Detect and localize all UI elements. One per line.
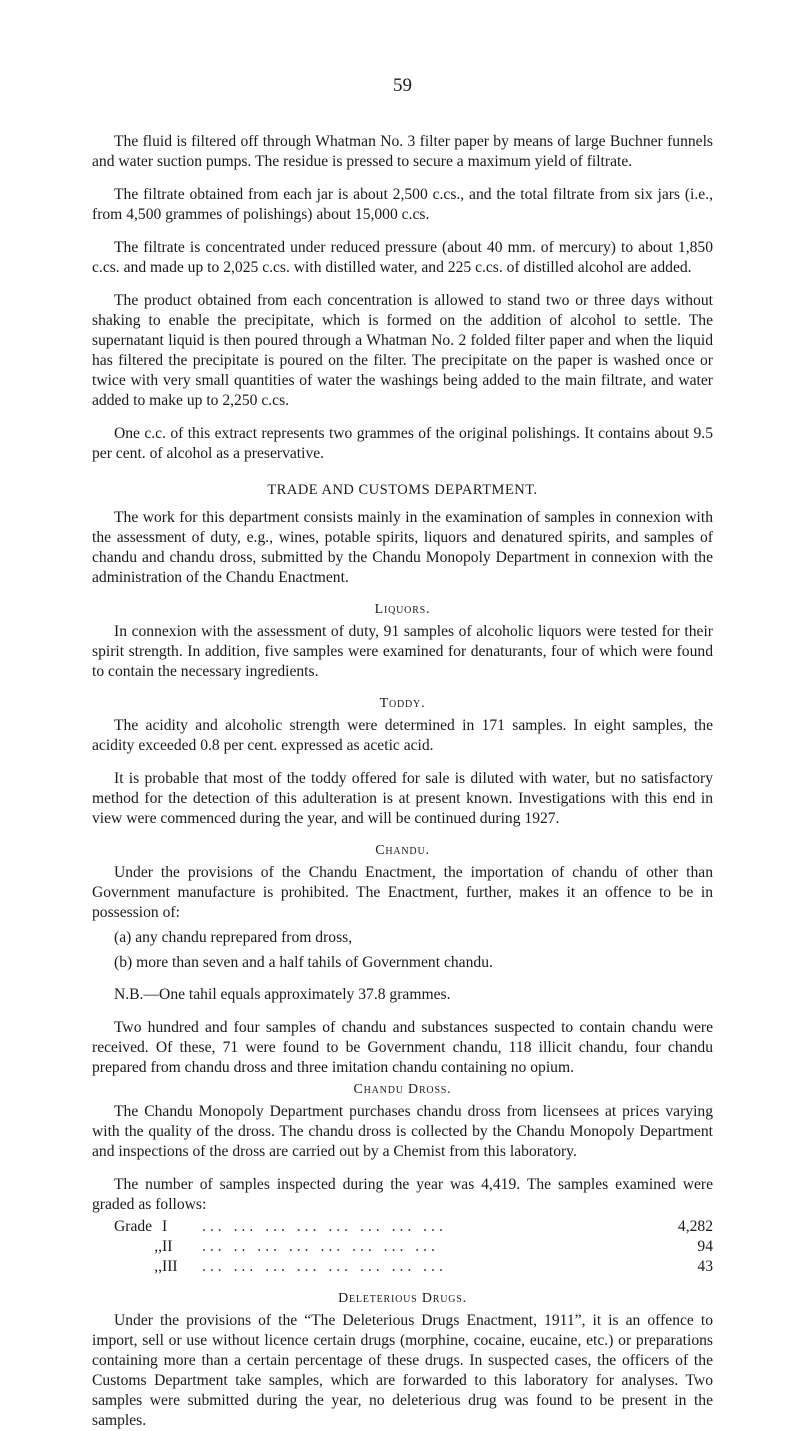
paragraph: The work for this department consists mainly in the examination of samples in connexion with the assessment of duty, e.g., wines, potable spirits, liquors and denatured spirits, and samples of chandu and chandu dross, submitted by the Chandu Monopoly Department in connexion with the administration of the Chandu Enactment. <box>92 509 713 586</box>
paragraph: The product obtained from each concentration is allowed to stand two or three days without shaking to enable the precipitate, which is formed on the addition of alcohol to settle. The supernatant liquid is then poured through a Whatman No. 2 folded filter paper and when the liquid has filtered the precipitate is poured on the filter. The precipitate on the paper is washed once or twice with very small quantities of water the washings being added to the main filtrate, and water added to make up to 2,250 c.cs. <box>92 292 713 409</box>
list-item: (a) any chandu reprepared from dross, <box>114 929 353 946</box>
grade-numeral: III <box>162 1258 178 1275</box>
paragraph: The fluid is filtered off through Whatman No. 3 filter paper by means of large Buchner funnels and water suction pumps. The residue is pressed to secure a maximum yield of filtrate. <box>92 133 713 170</box>
grade-value: 4,282 <box>677 1218 713 1235</box>
paragraph: The acidity and alcoholic strength were determined in 171 samples. In eight samples, the acidity exceeded 0.8 per cent. expressed as acetic acid. <box>92 717 713 754</box>
grade-label: ,, <box>154 1238 162 1255</box>
paragraph: The number of samples inspected during the year was 4,419. The samples examined were graded as follows: <box>92 1176 713 1213</box>
paragraph: One c.c. of this extract represents two grammes of the original polishings. It contains about 9.5 per cent. of alcohol as a preservative. <box>92 425 713 462</box>
grade-label: ,, <box>154 1258 162 1275</box>
paragraph: Under the provisions of the Chandu Enactment, the importation of chandu of other than Government manufacture is prohibited. The Enactment, further, makes it an offence to be in possession of: <box>92 864 713 921</box>
grade-value: 94 <box>697 1238 713 1255</box>
paragraph: The filtrate obtained from each jar is about 2,500 c.cs., and the total filtrate from six jars (i.e., from 4,500 grammes of polishings) about 15,000 c.cs. <box>92 186 713 223</box>
paragraph: The filtrate is concentrated under reduced pressure (about 40 mm. of mercury) to about 1,850 c.cs. and made up to 2,025 c.cs. with distilled water, and 225 c.cs. of distilled alcohol are added. <box>92 239 713 276</box>
leader-dots: ... ... ... ... ... ... ... ... <box>202 1258 447 1275</box>
grade-numeral: I <box>162 1218 168 1235</box>
grade-row <box>92 1257 713 1277</box>
leader-dots: ... .. ... ... ... ... ... ... <box>202 1238 439 1255</box>
paragraph: In connexion with the assessment of duty, 91 samples of alcoholic liquors were tested for their spirit strength. In addition, five samples were examined for denaturants, four of which were found to contain the necessary ingredients. <box>92 623 713 680</box>
sub-heading-toddy: Toddy. <box>379 696 426 711</box>
paragraph: The Chandu Monopoly Department purchases chandu dross from licensees at prices varying with the quality of the dross. The chandu dross is collected by the Chandu Monopoly Department and inspections of the dross are carried out by a Chemist from this laboratory. <box>92 1103 713 1160</box>
section-heading-trade: TRADE AND CUSTOMS DEPARTMENT. <box>267 482 538 498</box>
sub-heading-liquors: Liquors. <box>374 602 431 617</box>
grade-row <box>92 1237 713 1257</box>
sub-heading-chandu: Chandu. <box>375 843 430 858</box>
grade-table <box>92 1217 713 1277</box>
paragraph: It is probable that most of the toddy offered for sale is diluted with water, but no satisfactory method for the detection of this adulteration is at present known. Investigations with this end in view were commenced during the year, and will be continued during 1927. <box>92 770 713 827</box>
sub-heading-deleterious-drugs: Deleterious Drugs. <box>338 1291 467 1306</box>
paragraph: Two hundred and four samples of chandu and substances suspected to contain chandu were received. Of these, 71 were found to be Government chandu, 118 illicit chandu, four chandu prepared from chandu dross and three imitation chandu containing no opium. <box>92 1019 713 1076</box>
list-item: (b) more than seven and a half tahils of Government chandu. <box>114 954 493 971</box>
page-number: 59 <box>393 75 412 96</box>
paragraph: Under the provisions of the “The Deleterious Drugs Enactment, 1911”, it is an offence to import, sell or use without licence certain drugs (morphine, cocaine, eucaine, etc.) or preparations containing more than a certain percentage of these drugs. In suspected cases, the officers of the Customs Department take samples, which are forwarded to this laboratory for analyses. Two samples were submitted during the year, no deleterious drug was found to be present in the samples. <box>92 1312 713 1429</box>
grade-row <box>92 1217 713 1237</box>
grade-label: Grade <box>114 1218 153 1235</box>
grade-numeral: II <box>162 1238 173 1255</box>
leader-dots: ... ... ... ... ... ... ... ... <box>202 1218 447 1235</box>
note: N.B.—One tahil equals approximately 37.8 grammes. <box>114 986 451 1003</box>
sub-heading-chandu-dross: Chandu Dross. <box>353 1082 452 1097</box>
grade-value: 43 <box>697 1258 713 1275</box>
